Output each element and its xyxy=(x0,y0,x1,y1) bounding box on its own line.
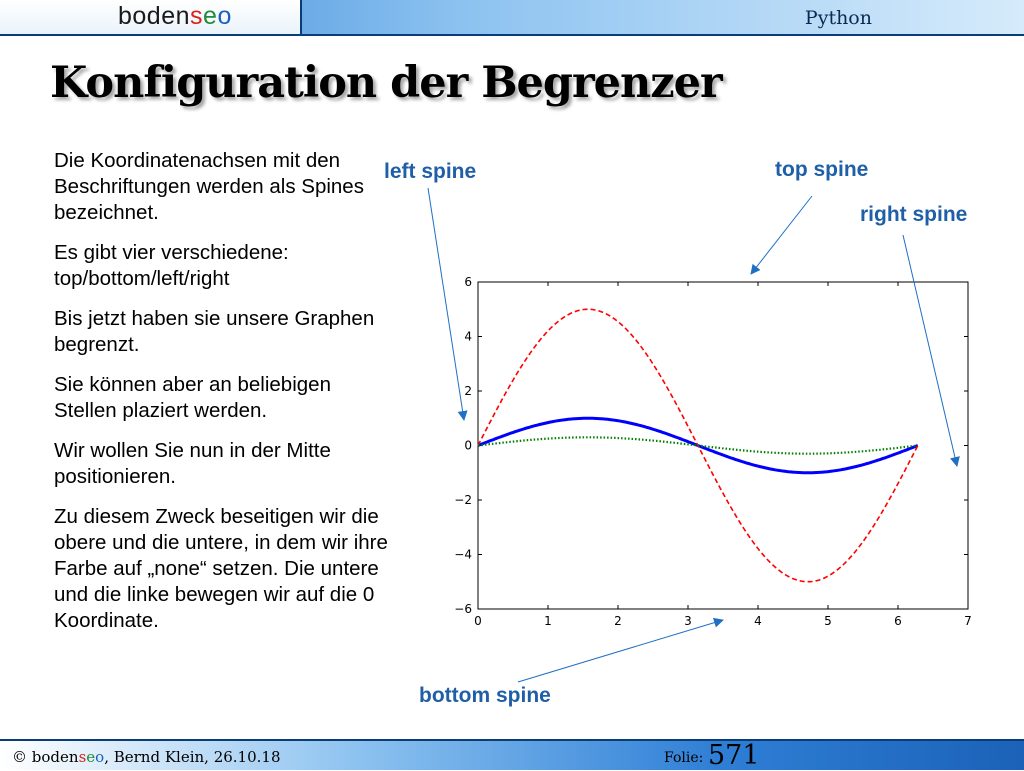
y-tick-label: −2 xyxy=(454,493,472,507)
slide-title: Konfiguration der Begrenzer xyxy=(50,58,722,108)
slide-number: 571 xyxy=(708,740,760,771)
right-spine-label: right spine xyxy=(860,203,968,226)
x-tick-label: 6 xyxy=(894,614,902,628)
folie-label: Folie: xyxy=(664,750,704,766)
right-spine-arrow xyxy=(903,235,957,466)
course-title: Python xyxy=(804,7,872,29)
paragraph: Es gibt vier verschiedene: top/bottom/left/right xyxy=(54,241,289,290)
x-tick-label: 3 xyxy=(684,614,692,628)
bodenseo-logo: bodenseo xyxy=(118,2,232,30)
top-spine-arrow xyxy=(751,196,812,274)
series-line-0-3-sin-x- xyxy=(478,437,918,453)
bottom-spine-label: bottom spine xyxy=(419,684,551,707)
paragraph: Sie können aber an beliebigen Stellen plaziert werden. xyxy=(54,373,331,422)
footer-credit: © bodenseo, Bernd Klein, 26.10.18 xyxy=(12,748,281,766)
left-spine-label: left spine xyxy=(384,160,477,183)
x-tick-label: 2 xyxy=(614,614,622,628)
paragraph: Die Koordinatenachsen mit den Beschriftungen werden als Spines bezeichnet. xyxy=(54,149,364,224)
bottom-spine-arrow xyxy=(518,620,723,682)
y-tick-label: −4 xyxy=(454,547,472,562)
x-tick-label: 7 xyxy=(964,614,972,628)
y-tick-label: 2 xyxy=(464,384,472,398)
x-tick-label: 0 xyxy=(474,614,482,628)
x-tick-label: 1 xyxy=(544,614,552,628)
left-spine-arrow xyxy=(428,188,464,420)
x-tick-label: 4 xyxy=(754,614,762,628)
paragraph: Wir wollen Sie nun in der Mitte positionieren. xyxy=(54,439,331,488)
footer-bar xyxy=(0,739,1024,770)
y-tick-label: 6 xyxy=(464,275,472,289)
plot-frame xyxy=(478,282,968,609)
paragraph: Bis jetzt haben sie unsere Graphen begrenzt. xyxy=(54,307,375,356)
top-spine-label: top spine xyxy=(775,158,869,181)
y-tick-label: 4 xyxy=(464,329,472,344)
paragraph: Zu diesem Zweck beseitigen wir die obere und die untere, in dem wir ihre Farbe auf „none“ setzen. Die untere und die linke bewegen wir auf die 0 Koordinate. xyxy=(54,505,388,632)
y-tick-label: 0 xyxy=(464,438,472,453)
x-tick-label: 5 xyxy=(824,614,832,628)
y-tick-label: −6 xyxy=(454,602,472,616)
data-series xyxy=(478,309,918,581)
